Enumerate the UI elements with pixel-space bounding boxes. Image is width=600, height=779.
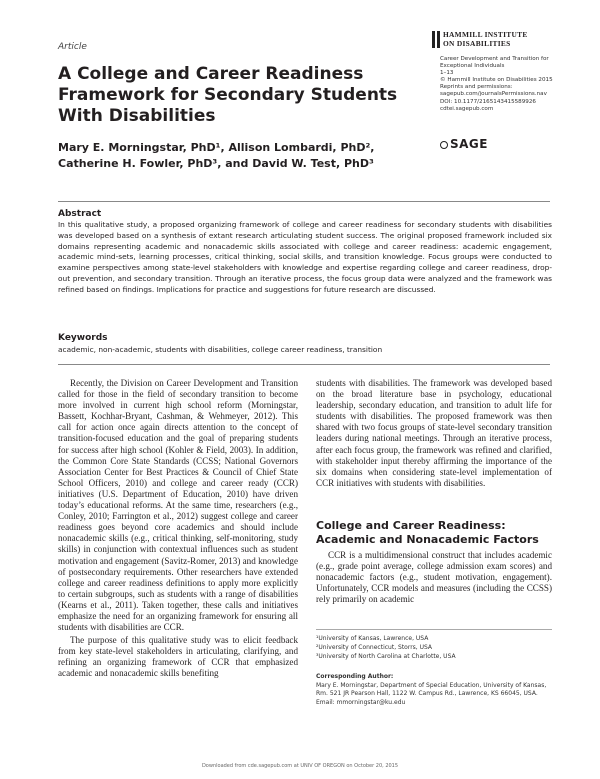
meta-website[interactable]: cdtei.sagepub.com [440,105,494,112]
corresponding-address: Mary E. Morningstar, Department of Special Education, University of Kansas, Rm. 521 JR Pearson Hall, 1122 W. Campus Rd., Lawrence, KS 66045, USA. [316,681,547,698]
abstract-heading: Abstract [58,209,102,219]
author-list [58,140,438,172]
body-column-right-cont [316,550,552,605]
body-paragraph: Recently, the Division on Career Development and Transition called for those in the field of secondary transition to become more involved in current high school reform (Morningstar, Bassett, Kochhar-Bryant, Cashman, & Wehmeyer, 2012). This call for action once again directs attention to the concept of transition-focused education and the goal of preparing students for success after high school (Kohler & Field, 2003). In addition, the Common Core State Standards (CCSS; National Governors Association Center for Best Practices & Council of Chief State School Officers, 2010) and college and career ready (CCR) initiatives (U.S. Department of Education, 2010) have driven today’s educational reforms. At the same time, researchers (e.g., Conley, 2010; Farrington et al., 2012) suggest college and career readiness goes beyond core academics and should include nonacademic skills (e.g., critical thinking, self-monitoring, study skills) in conjunction with contextual influences such as student motivation and engagement (Savitz-Romer, 2013) and knowledge of postsecondary requirements. Other researchers have extended college and career readiness definitions to apply more explicitly to certain subgroups, such as students with a range of disabilities (Kearns et al., 2011). Taken together, these calls and initiatives emphasize the need for an organizing framework for ensuring all students with disabilities are CCR. [58,378,298,633]
corresponding-email[interactable]: Email: mmorningstar@ku.edu [316,698,406,706]
logo-bar-icon [432,31,435,48]
affiliation-item: ²University of Connecticut, Storrs, USA [316,644,433,651]
hammill-logo [432,30,572,50]
meta-pages: 1–13 [440,70,454,77]
sage-logo-text: SAGE [450,137,488,151]
journal-meta [440,56,590,113]
meta-journal-cont: Exceptional Individuals [440,63,505,70]
affiliations [316,634,552,661]
logo-bar-icon [437,31,440,48]
corresponding-heading: Corresponding Author: [316,673,394,680]
meta-doi[interactable]: DOI: 10.1177/2165143415589926 [440,98,536,105]
download-footer: Downloaded from cde.sagepub.com at UNIV OF OREGON on October 20, 2015 [201,763,399,769]
affiliation-item: ¹University of Kansas, Lawrence, USA [316,635,429,642]
divider [58,201,550,202]
footnote-divider [316,629,552,630]
affiliation-item: ³University of North Carolina at Charlotte, USA [316,653,456,660]
divider [58,364,550,365]
sage-logo [440,137,488,151]
keywords-heading: Keywords [58,333,108,343]
logo-line1: HAMMILL INSTITUTE [443,30,528,39]
corresponding-author [316,673,552,707]
body-paragraph: The purpose of this qualitative study was to elicit feedback from key state-level stakeholders in articulating, clarifying, and refining an organizing framework of CCR that emphasized academic and nonacademic skills benefiting [58,635,298,679]
author-line-1: Mary E. Morningstar, PhD¹, Allison Lombardi, PhD², [58,141,375,154]
author-line-2: Catherine H. Fowler, PhD³, and David W. Test, PhD³ [58,157,374,170]
meta-journal: Career Development and Transition for [440,56,549,62]
sage-circle-icon [440,141,448,149]
keywords-text: academic, non-academic, students with disabilities, college career readiness, transition [58,345,383,354]
meta-reprints: Reprints and permissions: [440,84,513,91]
body-paragraph: students with disabilities. The framework was developed based on the broad literature base in psychology, educational leadership, secondary education, and transition to adult life for students with disabilities. The proposed framework was then shared with two focus groups of state-level secondary transition leaders during national meetings. Through an iterative process, after each focus group, the framework was refined and clarified, with stakeholder input thereby affirming the importance of the six domains when considering state-level implementation of CCR initiatives with students with disabilities. [316,378,552,488]
logo-line2: ON DISABILITIES [443,39,511,48]
body-paragraph: CCR is a multidimensional construct that includes academic (e.g., grade point average, college admission exam scores) and nonacademic factors (e.g., student motivation, engagement). Unfortunately, CCR models and measures (including the CCSS) rely primarily on academic [316,550,552,605]
article-title: A College and Career Readiness Framework for Secondary Students With Disabilities [58,64,398,126]
meta-copyright: © Hammill Institute on Disabilities 2015 [440,77,553,84]
meta-permissions-link[interactable]: sagepub.com/journalsPermissions.nav [440,91,547,98]
abstract-text: In this qualitative study, a proposed organizing framework of college and career readiness for secondary students with disabilities was developed based on a synthesis of extant research articulating student success. The original proposed framework included six domains representing academic and nonacademic skills associated with college and career readiness: academic engagement, academic mind-sets, learning processes, critical thinking, social skills, and transition knowledge. Focus groups were conducted to examine perspectives among state-level stakeholders with knowledge and expertise regarding college and career readiness, drop-out prevention, and secondary transition. Through an iterative process, the focus group data were analyzed and the framework was refined based on findings. Implications for practice and suggestions for future research are discussed. [58,220,552,294]
body-column-left [58,378,298,680]
section-heading: College and Career Readiness: Academic and Nonacademic Factors [316,519,539,546]
article-type-label: Article [58,42,87,52]
body-column-right [316,378,552,489]
